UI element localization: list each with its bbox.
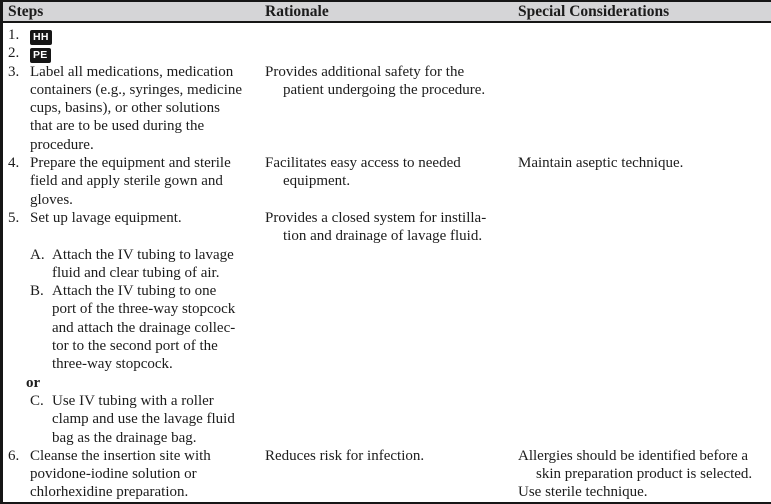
rationale-cell [257, 191, 510, 209]
special-considerations-cell [510, 44, 771, 63]
steps-cell [0, 172, 257, 190]
steps-cell [0, 392, 257, 410]
rationale-cell [257, 264, 510, 282]
table-line [0, 282, 771, 300]
special-considerations-cell [510, 410, 771, 428]
step-text: three-way stopcock. [52, 356, 173, 373]
steps-cell [0, 154, 257, 172]
table-line [0, 99, 771, 117]
rationale-cell [257, 99, 510, 117]
special-considerations-cell [510, 26, 771, 45]
rationale-cell: Reduces risk for infection. [265, 447, 425, 464]
table-line [0, 227, 771, 245]
step-text: that are to be used during the [30, 118, 205, 135]
special-considerations-cell [510, 136, 771, 154]
step-text: containers (e.g., syringes, medicine [30, 81, 243, 98]
steps-cell [0, 63, 257, 81]
special-considerations-cell [510, 300, 771, 318]
special-considerations-cell: Use sterile technique. [518, 484, 648, 501]
rationale-cell [257, 44, 510, 63]
step-marker: 2. [8, 45, 20, 62]
step-marker: A. [30, 246, 45, 263]
table-line [0, 483, 771, 501]
rationale-cell [257, 300, 510, 318]
steps-cell [0, 191, 257, 209]
hand-hygiene-icon: HH [30, 30, 52, 45]
steps-cell [0, 429, 257, 447]
special-considerations-cell: skin preparation product is selected. [536, 466, 753, 483]
special-considerations-cell [510, 355, 771, 373]
step-text: gloves. [30, 191, 73, 208]
special-considerations-cell: Allergies should be identified before a [518, 447, 749, 464]
step-text: Set up lavage equipment. [30, 209, 182, 226]
step-text: field and apply sterile gown and [30, 173, 223, 190]
step-text: Attach the IV tubing to one [52, 283, 217, 300]
special-considerations-cell [510, 99, 771, 117]
step-marker: B. [30, 283, 44, 300]
steps-cell [0, 337, 257, 355]
table-line [0, 429, 771, 447]
table-line [0, 136, 771, 154]
step-marker: 5. [8, 209, 20, 226]
steps-cell [0, 26, 257, 45]
column-header-steps: Steps [8, 2, 44, 20]
table-line [0, 44, 771, 62]
steps-cell [0, 300, 257, 318]
rationale-cell [257, 429, 510, 447]
special-considerations-cell [510, 209, 771, 227]
table-line [0, 26, 771, 44]
rationale-cell: tion and drainage of lavage fluid. [283, 228, 483, 245]
rationale-cell [257, 117, 510, 135]
step-text: port of the three-way stopcock [52, 301, 236, 318]
special-considerations-cell [510, 319, 771, 337]
steps-cell [0, 44, 257, 63]
table-line [0, 63, 771, 81]
rationale-cell: equipment. [283, 173, 351, 190]
rationale-cell [257, 355, 510, 373]
step-marker: 4. [8, 155, 20, 172]
step-text: Prepare the equipment and sterile [30, 155, 231, 172]
steps-cell [0, 355, 257, 373]
rationale-cell [257, 337, 510, 355]
rationale-cell: Provides a closed system for instilla- [265, 209, 487, 226]
special-considerations-cell [510, 227, 771, 245]
steps-cell [0, 282, 257, 300]
steps-cell [0, 447, 257, 465]
steps-cell [0, 483, 257, 501]
steps-cell [0, 136, 257, 154]
special-considerations-cell [510, 117, 771, 135]
table-left-border [0, 0, 3, 504]
table-line [0, 264, 771, 282]
table-line [0, 209, 771, 227]
table-line [0, 172, 771, 190]
step-text: povidone-iodine solution or [30, 466, 197, 483]
rationale-cell [257, 26, 510, 45]
rationale-cell: Provides additional safety for the [265, 63, 465, 80]
step-text: chlorhexidine preparation. [30, 484, 189, 501]
rationale-cell [257, 319, 510, 337]
table-line [0, 246, 771, 264]
rationale-cell [257, 246, 510, 264]
table-line [0, 410, 771, 428]
special-considerations-cell [510, 246, 771, 264]
step-text: fluid and clear tubing of air. [52, 264, 220, 281]
steps-cell [0, 227, 257, 245]
table-line [0, 154, 771, 172]
step-marker: 3. [8, 63, 20, 80]
steps-cell [0, 319, 257, 337]
column-header-rationale: Rationale [265, 2, 329, 20]
step-text: procedure. [30, 136, 94, 153]
special-considerations-cell [510, 63, 771, 81]
rationale-cell: Facilitates easy access to needed [265, 155, 461, 172]
table-line [0, 355, 771, 373]
special-considerations-cell [510, 282, 771, 300]
step-text: Cleanse the insertion site with [30, 447, 211, 464]
special-considerations-cell [510, 81, 771, 99]
rationale-cell: patient undergoing the procedure. [283, 81, 486, 98]
step-text: and attach the drainage collec- [52, 319, 236, 336]
column-header-special-considerations: Special Considerations [518, 2, 670, 20]
steps-cell [0, 465, 257, 483]
table-line [0, 337, 771, 355]
table-body [0, 23, 771, 504]
table-line [0, 465, 771, 483]
table-line [0, 319, 771, 337]
steps-cell [0, 246, 257, 264]
rationale-cell [257, 483, 510, 501]
table-header-row [0, 0, 771, 23]
special-considerations-cell [510, 429, 771, 447]
step-marker: 6. [8, 447, 20, 464]
table-line [0, 191, 771, 209]
rationale-cell [257, 410, 510, 428]
table-line [0, 392, 771, 410]
rationale-cell [257, 136, 510, 154]
special-considerations-cell [510, 392, 771, 410]
step-text: Use IV tubing with a roller [52, 392, 214, 409]
step-text: cups, basins), or other solutions [30, 100, 220, 117]
steps-cell [0, 117, 257, 135]
steps-cell [0, 264, 257, 282]
rationale-cell [257, 465, 510, 483]
step-marker: C. [30, 392, 44, 409]
special-considerations-cell [510, 264, 771, 282]
steps-cell [0, 209, 257, 227]
steps-cell [0, 99, 257, 117]
steps-cell [0, 81, 257, 99]
special-considerations-cell [510, 374, 771, 392]
step-text: bag as the drainage bag. [52, 429, 197, 446]
steps-cell [0, 410, 257, 428]
rationale-cell [257, 282, 510, 300]
table-line [0, 447, 771, 465]
steps-cell [0, 374, 257, 392]
rationale-cell [257, 374, 510, 392]
table-line [0, 81, 771, 99]
protective-equipment-icon: PE [30, 48, 51, 63]
table-line [0, 300, 771, 318]
step-marker: 1. [8, 27, 20, 43]
table-line [0, 374, 771, 392]
special-considerations-cell: Maintain aseptic technique. [518, 155, 684, 172]
table-line [0, 117, 771, 135]
step-text: clamp and use the lavage fluid [52, 411, 235, 428]
rationale-cell [257, 392, 510, 410]
special-considerations-cell [510, 191, 771, 209]
step-text: or [26, 374, 41, 391]
special-considerations-cell [510, 337, 771, 355]
special-considerations-cell [510, 172, 771, 190]
step-text: Attach the IV tubing to lavage [52, 246, 234, 263]
step-text: Label all medications, medication [30, 63, 234, 80]
step-text: tor to the second port of the [52, 338, 218, 355]
